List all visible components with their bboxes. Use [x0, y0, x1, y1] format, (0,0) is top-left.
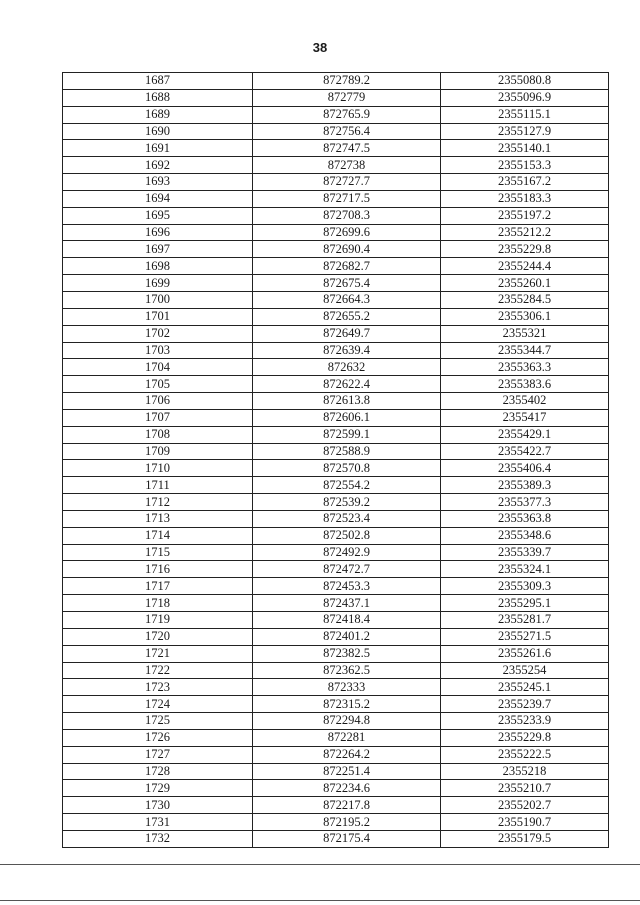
x-coordinate-cell: 872264.2 — [253, 746, 441, 763]
x-coordinate-cell: 872747.5 — [253, 140, 441, 157]
point-number-cell: 1701 — [63, 308, 253, 325]
x-coordinate-cell: 872632 — [253, 359, 441, 376]
point-number-cell: 1695 — [63, 207, 253, 224]
y-coordinate-cell: 2355417 — [441, 409, 609, 426]
table-row — [63, 207, 609, 224]
x-coordinate-cell: 872649.7 — [253, 325, 441, 342]
y-coordinate-cell: 2355115.1 — [441, 106, 609, 123]
y-coordinate-cell: 2355239.7 — [441, 696, 609, 713]
x-coordinate-cell: 872251.4 — [253, 763, 441, 780]
x-coordinate-cell: 872217.8 — [253, 797, 441, 814]
x-coordinate-cell: 872382.5 — [253, 645, 441, 662]
table-row — [63, 628, 609, 645]
footer-divider — [0, 900, 640, 901]
y-coordinate-cell: 2355096.9 — [441, 89, 609, 106]
table-row — [63, 746, 609, 763]
point-number-cell: 1705 — [63, 376, 253, 393]
y-coordinate-cell: 2355127.9 — [441, 123, 609, 140]
x-coordinate-cell: 872708.3 — [253, 207, 441, 224]
x-coordinate-cell: 872472.7 — [253, 561, 441, 578]
table-row — [63, 359, 609, 376]
table-row — [63, 679, 609, 696]
x-coordinate-cell: 872333 — [253, 679, 441, 696]
y-coordinate-cell: 2355190.7 — [441, 814, 609, 831]
x-coordinate-cell: 872234.6 — [253, 780, 441, 797]
point-number-cell: 1710 — [63, 460, 253, 477]
y-coordinate-cell: 2355080.8 — [441, 73, 609, 90]
point-number-cell: 1693 — [63, 174, 253, 191]
page-number: 38 — [312, 40, 328, 55]
point-number-cell: 1692 — [63, 157, 253, 174]
point-number-cell: 1690 — [63, 123, 253, 140]
table-row — [63, 275, 609, 292]
x-coordinate-cell: 872779 — [253, 89, 441, 106]
x-coordinate-cell: 872738 — [253, 157, 441, 174]
x-coordinate-cell: 872554.2 — [253, 477, 441, 494]
x-coordinate-cell: 872613.8 — [253, 393, 441, 410]
y-coordinate-cell: 2355233.9 — [441, 713, 609, 730]
y-coordinate-cell: 2355229.8 — [441, 241, 609, 258]
x-coordinate-cell: 872570.8 — [253, 460, 441, 477]
table-row — [63, 426, 609, 443]
x-coordinate-cell: 872682.7 — [253, 258, 441, 275]
x-coordinate-cell: 872765.9 — [253, 106, 441, 123]
x-coordinate-cell: 872362.5 — [253, 662, 441, 679]
point-number-cell: 1723 — [63, 679, 253, 696]
table-row — [63, 291, 609, 308]
point-number-cell: 1698 — [63, 258, 253, 275]
point-number-cell: 1687 — [63, 73, 253, 90]
table-row — [63, 190, 609, 207]
coordinates-table — [62, 72, 609, 848]
x-coordinate-cell: 872675.4 — [253, 275, 441, 292]
y-coordinate-cell: 2355218 — [441, 763, 609, 780]
table-row — [63, 561, 609, 578]
point-number-cell: 1708 — [63, 426, 253, 443]
y-coordinate-cell: 2355202.7 — [441, 797, 609, 814]
point-number-cell: 1719 — [63, 612, 253, 629]
point-number-cell: 1713 — [63, 510, 253, 527]
point-number-cell: 1706 — [63, 393, 253, 410]
x-coordinate-cell: 872727.7 — [253, 174, 441, 191]
y-coordinate-cell: 2355245.1 — [441, 679, 609, 696]
x-coordinate-cell: 872294.8 — [253, 713, 441, 730]
table-row — [63, 713, 609, 730]
point-number-cell: 1704 — [63, 359, 253, 376]
x-coordinate-cell: 872588.9 — [253, 443, 441, 460]
table-row — [63, 662, 609, 679]
point-number-cell: 1697 — [63, 241, 253, 258]
table-row — [63, 241, 609, 258]
table-row — [63, 814, 609, 831]
x-coordinate-cell: 872789.2 — [253, 73, 441, 90]
point-number-cell: 1688 — [63, 89, 253, 106]
point-number-cell: 1696 — [63, 224, 253, 241]
x-coordinate-cell: 872523.4 — [253, 510, 441, 527]
y-coordinate-cell: 2355348.6 — [441, 527, 609, 544]
point-number-cell: 1700 — [63, 291, 253, 308]
point-number-cell: 1726 — [63, 729, 253, 746]
y-coordinate-cell: 2355229.8 — [441, 729, 609, 746]
x-coordinate-cell: 872606.1 — [253, 409, 441, 426]
y-coordinate-cell: 2355363.3 — [441, 359, 609, 376]
point-number-cell: 1714 — [63, 527, 253, 544]
y-coordinate-cell: 2355271.5 — [441, 628, 609, 645]
y-coordinate-cell: 2355321 — [441, 325, 609, 342]
y-coordinate-cell: 2355309.3 — [441, 578, 609, 595]
y-coordinate-cell: 2355167.2 — [441, 174, 609, 191]
y-coordinate-cell: 2355406.4 — [441, 460, 609, 477]
y-coordinate-cell: 2355212.2 — [441, 224, 609, 241]
table-row — [63, 544, 609, 561]
point-number-cell: 1718 — [63, 595, 253, 612]
y-coordinate-cell: 2355295.1 — [441, 595, 609, 612]
table-row — [63, 460, 609, 477]
y-coordinate-cell: 2355339.7 — [441, 544, 609, 561]
x-coordinate-cell: 872599.1 — [253, 426, 441, 443]
point-number-cell: 1716 — [63, 561, 253, 578]
point-number-cell: 1725 — [63, 713, 253, 730]
x-coordinate-cell: 872664.3 — [253, 291, 441, 308]
point-number-cell: 1712 — [63, 494, 253, 511]
y-coordinate-cell: 2355197.2 — [441, 207, 609, 224]
point-number-cell: 1727 — [63, 746, 253, 763]
table-row — [63, 258, 609, 275]
x-coordinate-cell: 872453.3 — [253, 578, 441, 595]
point-number-cell: 1694 — [63, 190, 253, 207]
table-row — [63, 140, 609, 157]
table-row — [63, 174, 609, 191]
point-number-cell: 1722 — [63, 662, 253, 679]
y-coordinate-cell: 2355183.3 — [441, 190, 609, 207]
point-number-cell: 1731 — [63, 814, 253, 831]
table-row — [63, 325, 609, 342]
table-row — [63, 443, 609, 460]
table-row — [63, 376, 609, 393]
x-coordinate-cell: 872175.4 — [253, 830, 441, 847]
x-coordinate-cell: 872756.4 — [253, 123, 441, 140]
y-coordinate-cell: 2355260.1 — [441, 275, 609, 292]
table-row — [63, 106, 609, 123]
table-row — [63, 696, 609, 713]
table-row — [63, 342, 609, 359]
x-coordinate-cell: 872699.6 — [253, 224, 441, 241]
table-row — [63, 830, 609, 847]
table-row — [63, 409, 609, 426]
x-coordinate-cell: 872639.4 — [253, 342, 441, 359]
table-row — [63, 89, 609, 106]
y-coordinate-cell: 2355402 — [441, 393, 609, 410]
point-number-cell: 1732 — [63, 830, 253, 847]
point-number-cell: 1691 — [63, 140, 253, 157]
table-row — [63, 73, 609, 90]
table-row — [63, 224, 609, 241]
point-number-cell: 1721 — [63, 645, 253, 662]
x-coordinate-cell: 872401.2 — [253, 628, 441, 645]
table-row — [63, 729, 609, 746]
table-row — [63, 780, 609, 797]
point-number-cell: 1689 — [63, 106, 253, 123]
y-coordinate-cell: 2355244.4 — [441, 258, 609, 275]
x-coordinate-cell: 872622.4 — [253, 376, 441, 393]
table-row — [63, 494, 609, 511]
x-coordinate-cell: 872717.5 — [253, 190, 441, 207]
table-row — [63, 595, 609, 612]
y-coordinate-cell: 2355324.1 — [441, 561, 609, 578]
x-coordinate-cell: 872437.1 — [253, 595, 441, 612]
table-row — [63, 510, 609, 527]
y-coordinate-cell: 2355429.1 — [441, 426, 609, 443]
table-row — [63, 123, 609, 140]
x-coordinate-cell: 872539.2 — [253, 494, 441, 511]
point-number-cell: 1709 — [63, 443, 253, 460]
y-coordinate-cell: 2355153.3 — [441, 157, 609, 174]
y-coordinate-cell: 2355284.5 — [441, 291, 609, 308]
point-number-cell: 1711 — [63, 477, 253, 494]
point-number-cell: 1715 — [63, 544, 253, 561]
point-number-cell: 1730 — [63, 797, 253, 814]
table-row — [63, 578, 609, 595]
point-number-cell: 1717 — [63, 578, 253, 595]
x-coordinate-cell: 872502.8 — [253, 527, 441, 544]
y-coordinate-cell: 2355344.7 — [441, 342, 609, 359]
y-coordinate-cell: 2355383.6 — [441, 376, 609, 393]
y-coordinate-cell: 2355281.7 — [441, 612, 609, 629]
table-row — [63, 797, 609, 814]
y-coordinate-cell: 2355210.7 — [441, 780, 609, 797]
y-coordinate-cell: 2355363.8 — [441, 510, 609, 527]
y-coordinate-cell: 2355261.6 — [441, 645, 609, 662]
x-coordinate-cell: 872655.2 — [253, 308, 441, 325]
point-number-cell: 1703 — [63, 342, 253, 359]
x-coordinate-cell: 872418.4 — [253, 612, 441, 629]
y-coordinate-cell: 2355377.3 — [441, 494, 609, 511]
point-number-cell: 1729 — [63, 780, 253, 797]
x-coordinate-cell: 872690.4 — [253, 241, 441, 258]
y-coordinate-cell: 2355179.5 — [441, 830, 609, 847]
table-row — [63, 477, 609, 494]
coordinates-table-body — [63, 73, 609, 848]
point-number-cell: 1702 — [63, 325, 253, 342]
x-coordinate-cell: 872492.9 — [253, 544, 441, 561]
table-row — [63, 308, 609, 325]
y-coordinate-cell: 2355254 — [441, 662, 609, 679]
table-row — [63, 527, 609, 544]
y-coordinate-cell: 2355389.3 — [441, 477, 609, 494]
table-row — [63, 612, 609, 629]
table-row — [63, 763, 609, 780]
point-number-cell: 1707 — [63, 409, 253, 426]
point-number-cell: 1724 — [63, 696, 253, 713]
y-coordinate-cell: 2355422.7 — [441, 443, 609, 460]
y-coordinate-cell: 2355222.5 — [441, 746, 609, 763]
table-row — [63, 645, 609, 662]
y-coordinate-cell: 2355306.1 — [441, 308, 609, 325]
point-number-cell: 1720 — [63, 628, 253, 645]
point-number-cell: 1728 — [63, 763, 253, 780]
table-row — [63, 157, 609, 174]
x-coordinate-cell: 872281 — [253, 729, 441, 746]
x-coordinate-cell: 872315.2 — [253, 696, 441, 713]
x-coordinate-cell: 872195.2 — [253, 814, 441, 831]
table-row — [63, 393, 609, 410]
footer-divider — [0, 864, 640, 865]
y-coordinate-cell: 2355140.1 — [441, 140, 609, 157]
point-number-cell: 1699 — [63, 275, 253, 292]
